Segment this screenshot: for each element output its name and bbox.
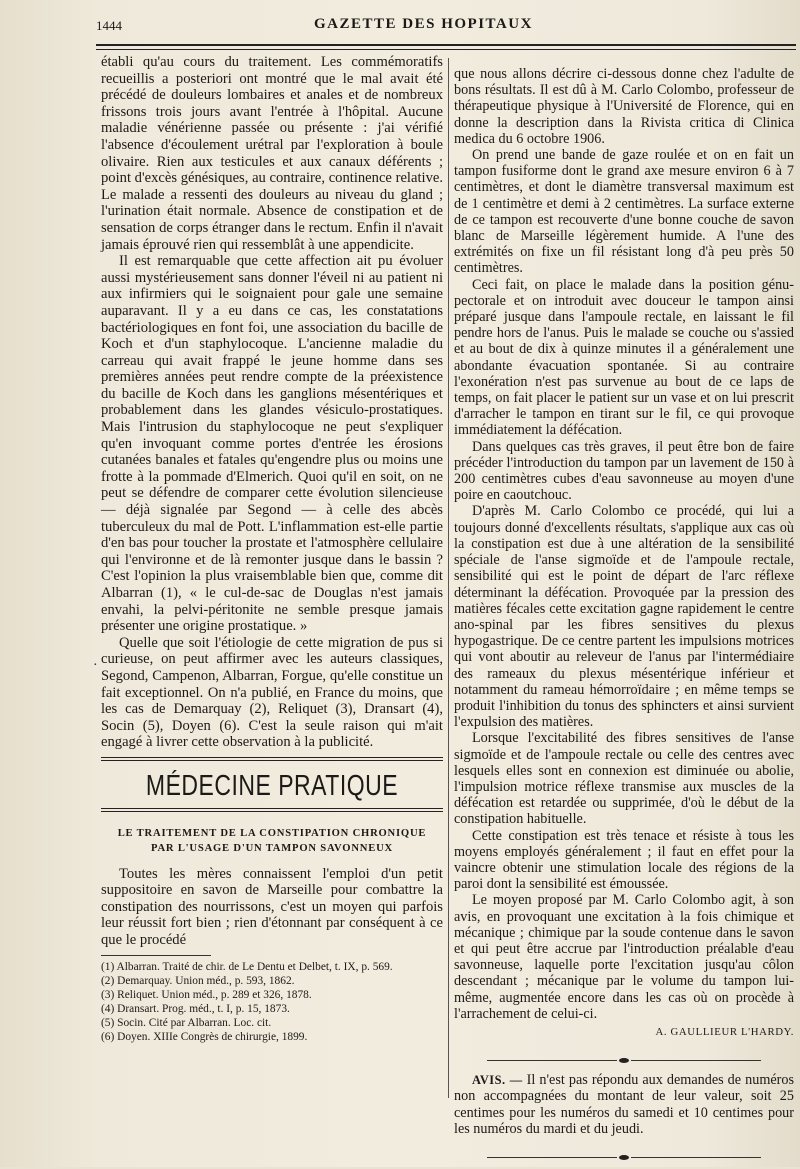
footnote-rule [101, 955, 211, 956]
body-paragraph: Quelle que soit l'étiologie de cette migration de pus si curieuse, on peut affirmer avec les auteurs classiques, Segond, Campenon, Albarran, Forgue, qu'elle constitue un fait exceptionnel. On n'a publié, en France du moins, que les cas de Demarquay (2), Reliquet (3), Dransart (4), Socin (5), Doyen (6). C'est la seule raison qui m'ait engagé à livrer cette observation à la publicité. [101, 634, 443, 751]
footnote: (2) Demarquay. Union méd., p. 593, 1862. [101, 974, 295, 987]
body-paragraph: Dans quelques cas très graves, il peut être bon de faire précéder l'introduction du tampon par un lavement de 150 à 200 centimètres cubes d'eau savonneuse au moyen d'une poire en caoutchouc. [454, 438, 794, 504]
body-paragraph: Le moyen proposé par M. Carlo Colombo agit, à son avis, en provoquant une excitation à la fois chimique et mécanique ; chimique par la soude contenue dans le savon et qui peut être accrue par l'introduction préalable d'eau savonneuse, laquelle porte l'excitation jusqu'au côlon descendant ; mécanique par le volume du tampon lui-même, augmentée encore dans les cas où on procède à l'arrachement de celui-ci. [454, 892, 794, 1022]
footnote: (4) Dransart. Prog. méd., t. I, p. 15, 1873. [101, 1002, 290, 1015]
body-paragraph: Il est remarquable que cette affection ait pu évoluer aussi mystérieusement sans donner l'éveil ni au patient ni aux infirmiers qui le soignaient pour gale une semaine auparavant. Il y a eu dans ce cas, les constatations bactériologiques en font foi, une association du bacille de Koch et d'un staphylocoque. L'ancienne maladie du carreau qui avait frappé le jeune homme dans ses premières années peut rendre compte de la préexistence du bacille de Koch dans les ganglions mésentériques et probablement dans les glandes vésiculo-prostatiques. Mais l'intrusion du staphylocoque ne peut s'expliquer qu'en invoquant comme portes d'entrée les érosions cutanées banales et fatales qu'engendre plus ou moins une frotte à la pommade d'Elmerich. Quoi qu'il en soit, on ne peut se défendre de comparer cette évolution silencieuse — déjà signalée par Segond — à celle des abcès tuberculeux du mal de Pott. L'inflammation est-elle partie d'en bas pour toucher la prostate et l'atmosphère cellulaire qui l'environne et de là remonter jusque dans le bassin ? C'est l'opinion la plus vraisemblable bien que, comme dit Albarran (1), « le cul-de-sac de Douglas n'est jamais envahi, la pelvi-péritonite ne semble presque jamais présenter une origine prostatique. » [101, 253, 443, 635]
body-paragraph: D'après M. Carlo Colombo ce procédé, qui lui a toujours donné d'excellents résultats, s'applique aux cas où la constipation est due à une altération de la sensibilité spéciale de l'anse sigmoïde et de l'ampoule rectale, sensibilité qui est le point de départ de l'arc réflexe déterminant la défécation. Provoquée par la pression des matières fécales cette excitation gagne rapidement le centre ano-spinal par les fibres sensitives du plexus hypogastrique. De ce centre partent les impulsions motrices qui vont aboutir au releveur de l'anus par l'intermédiaire des rameaux du plexus mésentérique inférieur et notamment du rameau hémorroïdaire ; en même temps se produit l'inhibition du tonus des sphincters et ainsi survient l'expulsion des matières. [454, 503, 794, 731]
footnote: (1) Albarran. Traité de chir. de Le Dentu et Delbet, t. IX, p. 569. [101, 960, 393, 973]
ornamental-divider [454, 1149, 794, 1157]
body-paragraph: On prend une bande de gaze roulée et on en fait un tampon fusiforme dont le grand axe mesure environ 6 à 7 centimètres, et dont le diamètre transversal maximum est de 1 centimètre et demi à 2 centimètres. La surface externe de ce tampon est recouverte d'une bonne couche de savon blanc de Marseille légèrement humide. A l'une des extrémités on fixe un fil résistant long d'à peu près 50 centimètres. [454, 147, 794, 277]
notice-label: AVIS. — [472, 1073, 523, 1088]
notice-text: Il n'est pas répondu aux demandes de numéros non accompagnées du montant de leur valeur, soit 25 centimes pour les numéros du samedi et 10 centimes pour les numéros du mardi et du jeudi. [454, 1072, 794, 1137]
body-paragraph: que nous allons décrire ci-dessous donne chez l'adulte de bons résultats. Il est dû à M. Carlo Colombo, professeur de thérapeutique physique à l'Université de Florence, qui en donne la description dans la Rivista critica di Clinica medica du 6 octobre 1906. [454, 66, 794, 147]
footnote: (3) Reliquet. Union méd., p. 289 et 326, 1878. [101, 988, 312, 1001]
ornamental-divider [454, 1052, 794, 1060]
section-title: MÉDECINE PRATIQUE [145, 768, 399, 802]
margin-mark: · [93, 658, 98, 673]
right-column [454, 66, 794, 1169]
article-title-line: PAR L'USAGE D'UN TAMPON SAVONNEUX [150, 842, 393, 854]
article-intro: Toutes les mères connaissent l'emploi d'un petit suppositoire en savon de Marseille pour combattre la constipation des nourrissons, c'est un moyen qui parfois leur réussit fort bien ; rien d'étonnant par conséquent à ce que le procédé [101, 865, 443, 948]
body-paragraph: Lorsque l'excitabilité des fibres sensitives de l'anse sigmoïde et de l'ampoule rectale ou celle des centres avec lesquels elles sont en connexion est diminuée ou abolie, l'impulsion motrice réflexe transmise aux muscles de la défécation est retardée ou supprimée, d'où le début de la constipation habituelle. [454, 730, 794, 828]
header-rule [96, 49, 796, 50]
author-signature: A. GAULLIEUR L'HARDY. [655, 1025, 794, 1038]
header-rule [96, 44, 796, 46]
journal-title: GAZETTE DES HOPITAUX [314, 16, 533, 32]
body-paragraph: Ceci fait, on place le malade dans la position génu-pectorale et on introduit avec douceur le tampon ainsi préparé jusque dans l'ampoule rectale, en laissant le fil pendre hors de l'anus. Puis le malade se couche ou s'assied et au bout de dix à quinze minutes il a généralement une abondante évacuation spontanée. Si au contraire l'exonération n'est pas survenue au bout de ce laps de temps, on fait placer le patient sur un vase et on lui prescrit d'arracher le tampon en tirant sur le fil, ce qui provoque immédiatement la défécation. [454, 276, 794, 439]
section-rule [101, 757, 443, 761]
section-rule [101, 808, 443, 812]
article-title [101, 826, 443, 856]
article-title-line: LE TRAITEMENT DE LA CONSTIPATION CHRONIQUE [117, 827, 427, 839]
notice-paragraph [454, 1072, 794, 1137]
footnote: (5) Socin. Cité par Albarran. Loc. cit. [101, 1016, 272, 1029]
continued-paragraph: établi qu'au cours du traitement. Les commémoratifs recueillis a posteriori ont montré que le mal avait été précédé de douleurs lombaires et anales et de nombreux frissons trois jours avant l'entrée à l'hôpital. Aucune maladie vénérienne passée ou présente : j'ai vérifié l'absence d'écoulement urétral par l'exploration à boule olivaire. Rien aux testicules et aux canaux déférents ; point d'excès génésiques, au contraire, continence relative. Le malade a ressenti des douleurs au niveau du gland ; l'urination était normale. Absence de constipation et de sensation de corps étranger dans le rectum. Enfin il n'avait jamais éprouvé rien qui ressemblât à une appendicite. [101, 54, 443, 253]
left-column [101, 54, 443, 1044]
footnote: (6) Doyen. XIIIe Congrès de chirurgie, 1899. [101, 1030, 308, 1043]
page-number: 1444 [96, 18, 122, 33]
body-paragraph: Cette constipation est très tenace et résiste à tous les moyens employés généralement ; il faut en effet pour la vaincre obtenir une stimulation locale des régions de la paroi dont la sensibilité est émoussée. [454, 827, 794, 893]
column-divider [448, 58, 449, 1098]
